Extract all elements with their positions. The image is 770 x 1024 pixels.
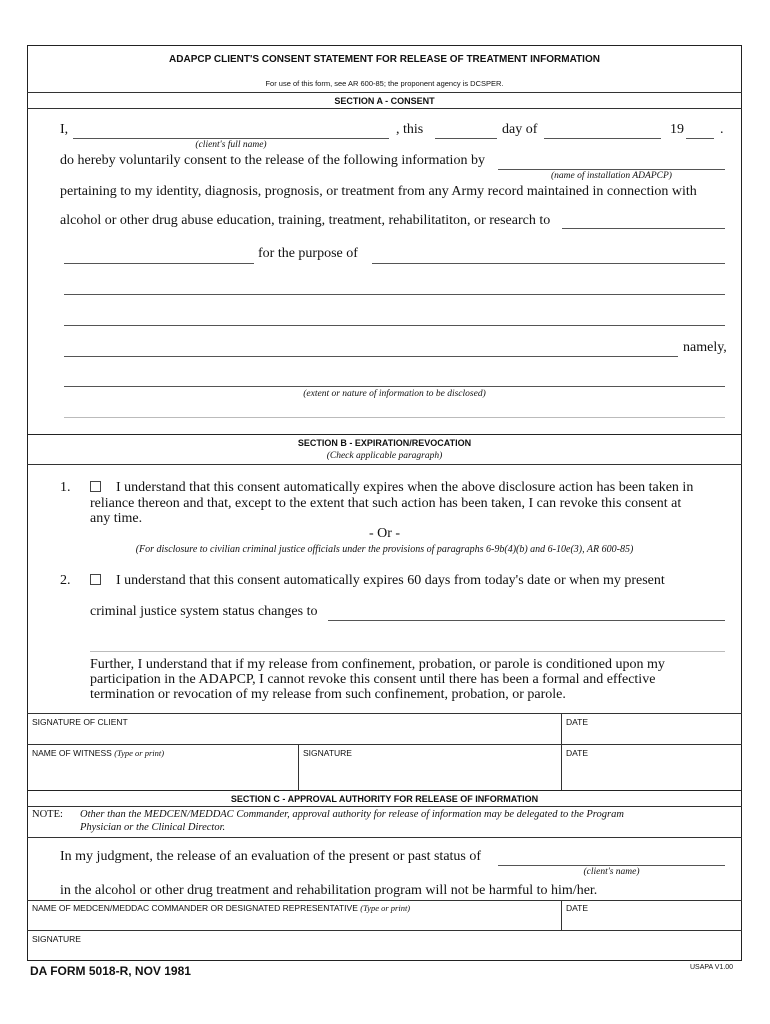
divider [27,900,742,901]
note-label: NOTE: [32,809,63,820]
further-line2: participation in the ADAPCP, I cannot revoke this consent until there has been a formal and effective [90,672,656,687]
divider [27,108,742,109]
commander-date-label: DATE [566,903,589,913]
item2-line2: criminal justice system status changes to [90,604,318,619]
note-line1: Other than the MEDCEN/MEDDAC Commander, approval authority for release of information may be delegated to the Program [80,809,624,820]
label-i: I, [60,122,69,137]
form-number: DA FORM 5018-R, NOV 1981 [30,964,191,978]
divider [27,930,742,931]
purpose-line[interactable] [64,325,725,326]
extent-line[interactable] [64,417,725,418]
divider [27,464,742,465]
namely-label: namely, [683,340,727,355]
section-a-heading: SECTION A - CONSENT [334,96,435,106]
divider [27,713,742,714]
divider [27,92,742,93]
client-name-caption-c: (client's name) [583,867,640,877]
day-field[interactable] [435,138,497,139]
divider [27,790,742,791]
divider [27,744,742,745]
note-line2: Physician or the Clinical Director. [80,822,226,833]
divider [298,744,299,790]
purpose-line[interactable] [64,356,678,357]
client-name-field[interactable] [73,138,389,139]
item1-line3: any time. [90,511,143,526]
label-year-prefix: 19 [670,122,684,137]
witness-name-label [32,748,164,758]
use-note: For use of this form, see AR 600-85; the proponent agency is DCSPER. [265,79,504,88]
client-name-caption: (client's full name) [195,140,267,150]
item1-line2: reliance thereon and that, except to the extent that such action has been taken, I can revoke this consent at [90,496,682,511]
item1-number: 1. [60,480,71,495]
form-title: ADAPCP CLIENT'S CONSENT STATEMENT FOR RELEASE OF TREATMENT INFORMATION [169,54,600,65]
purpose-line[interactable] [64,294,725,295]
program-text: alcohol or other drug abuse education, training, treatment, rehabilitatiton, or research to [60,213,551,228]
divider [561,900,562,930]
commander-signature-label: SIGNATURE [32,934,81,944]
month-field[interactable] [544,138,661,139]
installation-caption: (name of installation ADAPCP) [551,171,672,181]
client-signature-label: SIGNATURE OF CLIENT [32,717,128,727]
label-day-of: day of [502,122,538,137]
section-b-heading: SECTION B - EXPIRATION/REVOCATION [297,438,472,448]
type-or-print-caption-c: (Type or print) [360,903,411,913]
item2-line1: I understand that this consent automatically expires 60 days from today's date or when my present [116,573,665,588]
or-note: (For disclosure to civilian criminal justice officials under the provisions of paragraphs 6-9b(4)(b) and 6-10e(3), AR 600-85) [135,544,634,555]
divider [27,434,742,435]
or-divider: - Or - [368,526,401,541]
judgment-text: In my judgment, the release of an evaluation of the present or past status of [60,849,482,864]
witness-date-label: DATE [566,748,589,758]
purpose-label: for the purpose of [258,246,358,261]
item2-checkbox[interactable] [90,574,101,585]
divider [561,713,562,790]
commander-text: NAME OF MEDCEN/MEDDAC COMMANDER OR DESIGNATED REPRESENTATIVE [32,903,358,913]
program-harm-text: in the alcohol or other drug treatment and rehabilitation program will not be harmful to him/her. [60,883,598,898]
section-b-subheading: (Check applicable paragraph) [326,451,443,461]
status-line[interactable] [90,651,725,652]
item1-line1: I understand that this consent automatically expires when the above disclosure action has been taken in [116,480,694,495]
witness-signature-label: SIGNATURE [303,748,352,758]
client-date-label: DATE [566,717,589,727]
label-this: , this [396,122,424,137]
type-or-print-caption: (Type or print) [114,748,165,758]
identity-text: pertaining to my identity, diagnosis, prognosis, or treatment from any Army record maintained in connection with [60,184,697,199]
witness-name-text: NAME OF WITNESS [32,748,112,758]
recipient-field-2[interactable] [64,263,254,264]
commander-label [32,903,410,913]
extent-caption: (extent or nature of information to be disclosed) [303,389,486,399]
version-label: USAPA V1.00 [690,964,734,971]
consent-text: do hereby voluntarily consent to the release of the following information by [60,153,485,168]
item2-number: 2. [60,573,71,588]
client-name-field-c[interactable] [498,865,725,866]
divider [27,837,742,838]
label-period: . [720,122,724,137]
divider [27,806,742,807]
extent-field[interactable] [64,386,725,387]
installation-field[interactable] [498,169,725,170]
recipient-field[interactable] [562,228,725,229]
further-line3: termination or revocation of my release from such confinement, probation, or parole. [90,687,566,702]
further-line1: Further, I understand that if my release from confinement, probation, or parole is conditioned upon my [90,657,665,672]
status-field[interactable] [328,620,725,621]
item1-checkbox[interactable] [90,481,101,492]
section-c-heading: SECTION C - APPROVAL AUTHORITY FOR RELEASE OF INFORMATION [230,794,539,804]
year-field[interactable] [686,138,714,139]
purpose-field[interactable] [372,263,725,264]
